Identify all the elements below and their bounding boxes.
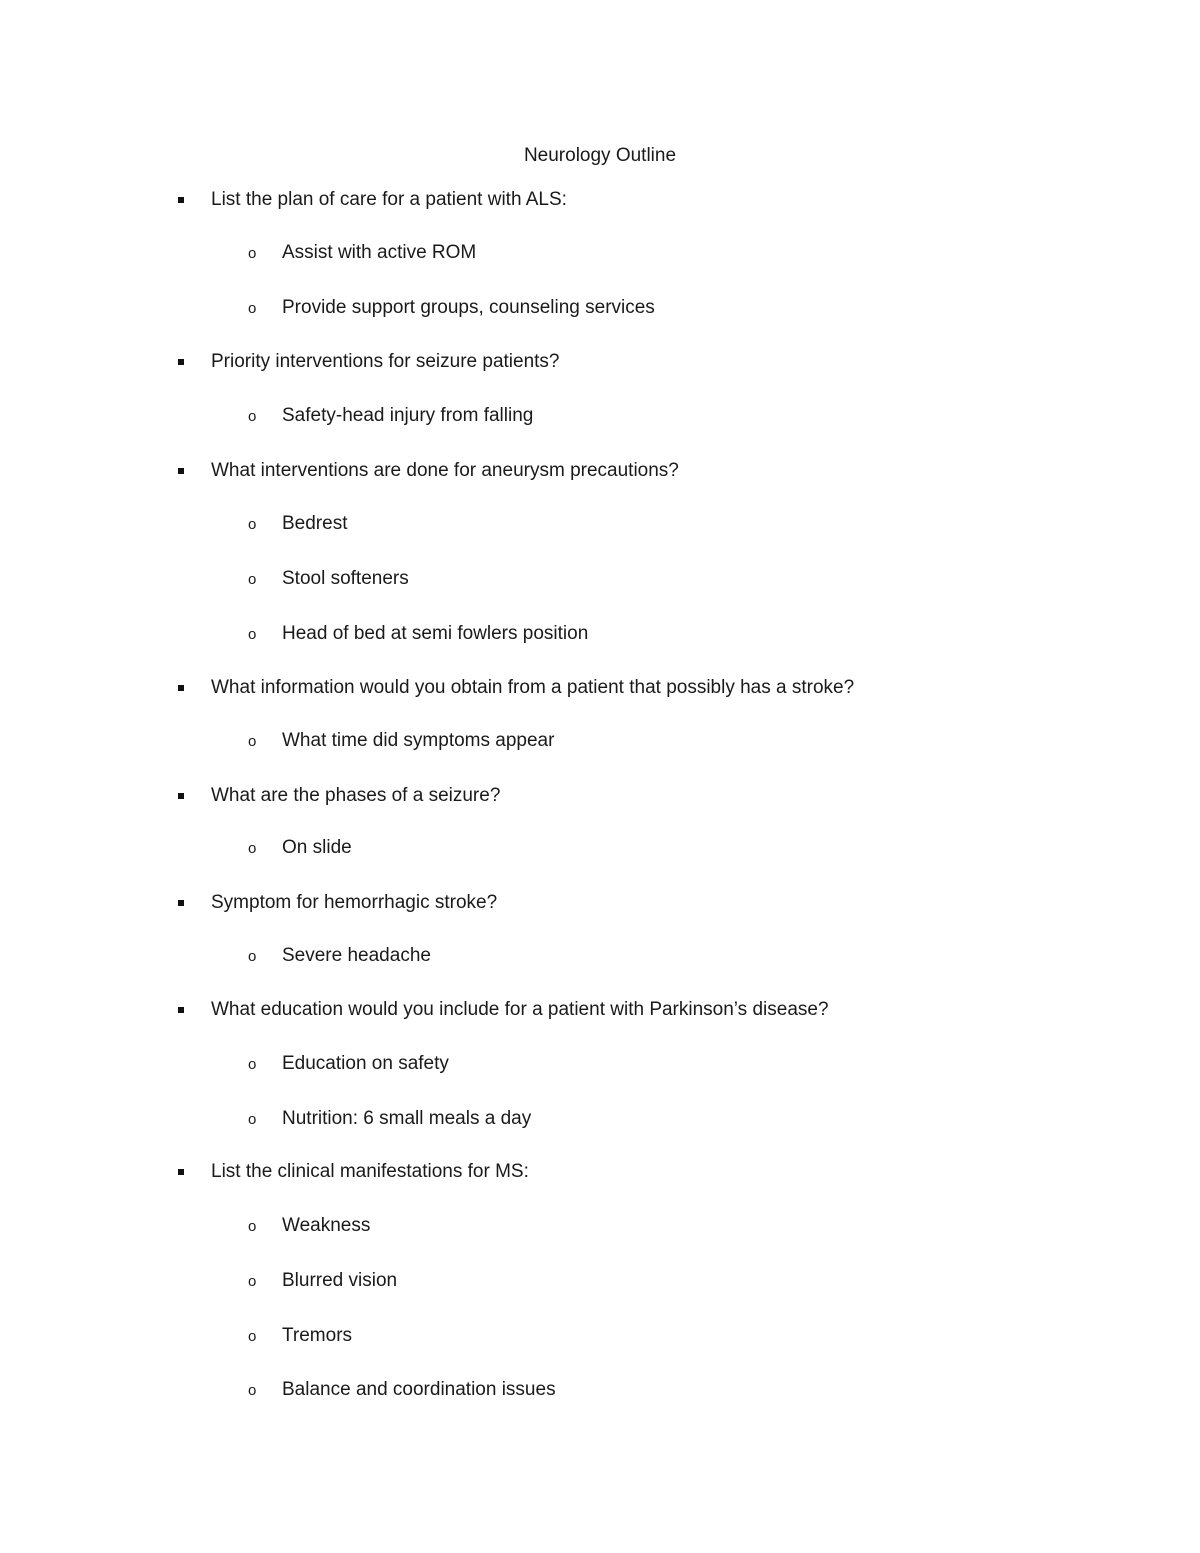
- answer-text: On slide: [282, 837, 352, 858]
- outline-answer: [0, 512, 1200, 536]
- circle-bullet-icon: o: [248, 948, 257, 965]
- square-bullet-icon: [178, 685, 184, 691]
- answer-text: What time did symptoms appear: [282, 730, 555, 751]
- answer-text: Severe headache: [282, 945, 431, 966]
- outline-question: [0, 350, 1200, 374]
- square-bullet-icon: [178, 900, 184, 906]
- outline-answer: [0, 296, 1200, 320]
- answer-text: Education on safety: [282, 1053, 449, 1074]
- answer-text: Provide support groups, counseling services: [282, 297, 655, 318]
- outline-question: [0, 891, 1200, 915]
- question-text: What information would you obtain from a patient that possibly has a stroke?: [211, 677, 855, 698]
- outline-answer: [0, 1378, 1200, 1402]
- outline-question: [0, 998, 1200, 1022]
- outline-answer: [0, 729, 1200, 753]
- square-bullet-icon: [178, 359, 184, 365]
- outline-question: [0, 459, 1200, 483]
- answer-text: Blurred vision: [282, 1270, 398, 1291]
- answer-text: Head of bed at semi fowlers position: [282, 623, 589, 644]
- answer-text: Weakness: [282, 1215, 371, 1236]
- circle-bullet-icon: o: [248, 733, 257, 750]
- outline-answer: [0, 1324, 1200, 1348]
- question-text: Priority interventions for seizure patients?: [211, 351, 560, 372]
- circle-bullet-icon: o: [248, 626, 257, 643]
- outline-answer: [0, 1269, 1200, 1293]
- outline-question: [0, 784, 1200, 808]
- outline-answer: [0, 944, 1200, 968]
- outline-answer: [0, 622, 1200, 646]
- circle-bullet-icon: o: [248, 1382, 257, 1399]
- answer-text: Assist with active ROM: [282, 242, 477, 263]
- outline-question: [0, 1160, 1200, 1184]
- question-text: What education would you include for a patient with Parkinson’s disease?: [211, 999, 829, 1020]
- square-bullet-icon: [178, 1007, 184, 1013]
- outline-answer: [0, 1214, 1200, 1238]
- question-text: What interventions are done for aneurysm precautions?: [211, 460, 679, 481]
- outline-question: [0, 188, 1200, 212]
- outline-answer: [0, 1107, 1200, 1131]
- answer-text: Balance and coordination issues: [282, 1379, 556, 1400]
- question-text: Symptom for hemorrhagic stroke?: [211, 892, 498, 913]
- circle-bullet-icon: o: [248, 1328, 257, 1345]
- outline-answer: [0, 836, 1200, 860]
- answer-text: Nutrition: 6 small meals a day: [282, 1108, 532, 1129]
- square-bullet-icon: [178, 468, 184, 474]
- circle-bullet-icon: o: [248, 408, 257, 425]
- document-title: Neurology Outline: [523, 145, 677, 166]
- question-text: List the clinical manifestations for MS:: [211, 1161, 529, 1182]
- outline-answer: [0, 404, 1200, 428]
- square-bullet-icon: [178, 197, 184, 203]
- circle-bullet-icon: o: [248, 571, 257, 588]
- answer-text: Bedrest: [282, 513, 348, 534]
- question-text: What are the phases of a seizure?: [211, 785, 501, 806]
- circle-bullet-icon: o: [248, 516, 257, 533]
- outline-answer: [0, 1052, 1200, 1076]
- outline-question: [0, 676, 1200, 700]
- circle-bullet-icon: o: [248, 840, 257, 857]
- answer-text: Tremors: [282, 1325, 353, 1346]
- answer-text: Stool softeners: [282, 568, 409, 589]
- circle-bullet-icon: o: [248, 300, 257, 317]
- circle-bullet-icon: o: [248, 1111, 257, 1128]
- circle-bullet-icon: o: [248, 1218, 257, 1235]
- circle-bullet-icon: o: [248, 245, 257, 262]
- question-text: List the plan of care for a patient with ALS:: [211, 189, 567, 210]
- square-bullet-icon: [178, 1169, 184, 1175]
- square-bullet-icon: [178, 793, 184, 799]
- answer-text: Safety-head injury from falling: [282, 405, 534, 426]
- circle-bullet-icon: o: [248, 1273, 257, 1290]
- circle-bullet-icon: o: [248, 1056, 257, 1073]
- outline-answer: [0, 241, 1200, 265]
- outline-answer: [0, 567, 1200, 591]
